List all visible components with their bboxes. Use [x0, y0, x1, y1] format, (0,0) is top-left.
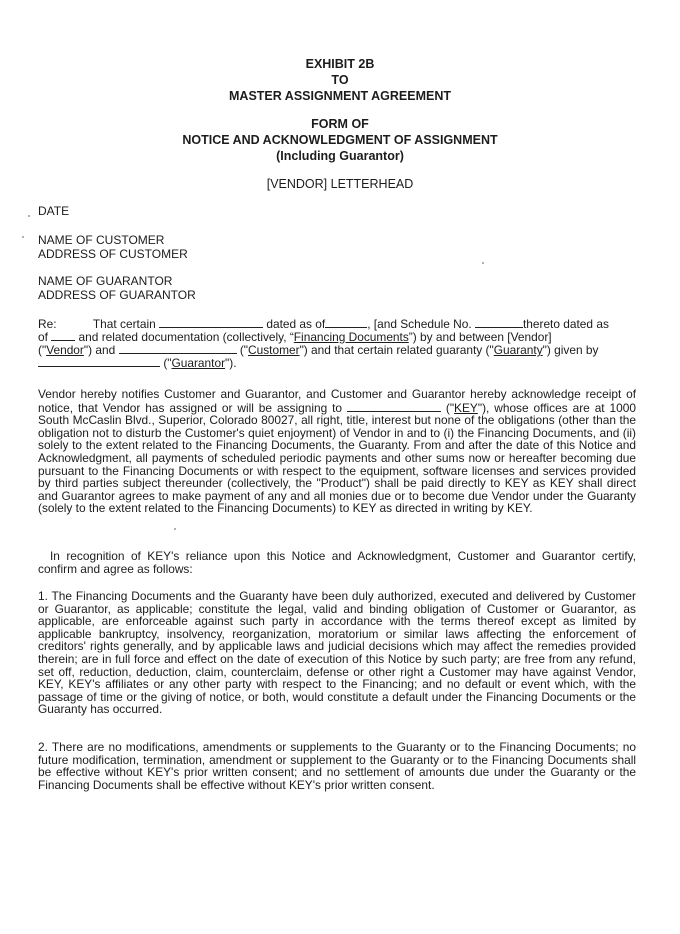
guarantor-address: ADDRESS OF GUARANTOR: [38, 288, 196, 302]
re-text: ") and: [83, 343, 116, 357]
vendor-letterhead: [VENDOR] LETTERHEAD: [266, 177, 414, 191]
recognition-paragraph: In recognition of KEY's reliance upon this Notice and Acknowledgment, Customer and Guarantor certify, confirm and agree as follows:: [38, 549, 636, 576]
customer-term: Customer: [248, 343, 300, 357]
re-text: dated as of: [266, 317, 326, 331]
re-line-3: [38, 343, 636, 357]
re-line-1: [38, 317, 636, 331]
customer-address: ADDRESS OF CUSTOMER: [38, 247, 188, 261]
exhibit-heading: [0, 56, 680, 104]
schedule-number-blank: [475, 317, 523, 328]
vendor-term: Vendor: [46, 343, 84, 357]
re-text: of: [38, 330, 48, 344]
scan-speck: [482, 262, 484, 264]
re-text: ”) by and between [Vendor]: [408, 330, 552, 344]
notice-text: Vendor hereby notifies Customer and Guarantor, and Customer and Guarantor hereby acknowledge receipt of notice, that Vendor has assigned or will be assigning to: [38, 387, 636, 415]
re-text: (": [38, 343, 47, 357]
customer-name: NAME OF CUSTOMER: [38, 233, 165, 247]
re-label: Re:: [38, 317, 57, 331]
guarantor-term: Guarantor: [171, 356, 226, 370]
re-line-2: [38, 330, 636, 344]
re-line-4: [38, 356, 636, 370]
key-term: KEY: [454, 400, 478, 415]
to-label: TO: [331, 73, 349, 87]
financing-documents-term: Financing Documents: [293, 330, 409, 344]
document-type-blank: [159, 317, 263, 328]
guarantor-name: NAME OF GUARANTOR: [38, 274, 173, 288]
scan-speck: [174, 528, 176, 530]
re-text: ") and that certain related guaranty (": [299, 343, 494, 357]
form-heading: [0, 116, 680, 164]
form-of-label: FORM OF: [311, 117, 369, 131]
notice-title: NOTICE AND ACKNOWLEDGMENT OF ASSIGNMENT: [182, 133, 498, 147]
exhibit-label: EXHIBIT 2B: [305, 57, 375, 71]
notice-paragraph: [38, 388, 636, 515]
re-text: ").: [225, 356, 237, 370]
guaranty-term: Guaranty: [493, 343, 543, 357]
agreement-title: MASTER ASSIGNMENT AGREEMENT: [229, 89, 451, 103]
clause-2-paragraph: 2. There are no modifications, amendments or supplements to the Guaranty or to the Financing Documents; no future modification, termination, amendment or supplement to the Guaranty or to the Financing Documents shall be effective without KEY's prior written consent; and no settlement of amounts due under the Guaranty or the Financing Documents shall be effective without KEY's prior written consent.: [38, 740, 636, 792]
re-text: (": [239, 343, 249, 357]
re-text: That certain: [92, 317, 156, 331]
re-text: thereto dated as: [522, 317, 609, 331]
re-text: (": [163, 356, 172, 370]
document-date-blank: [325, 317, 367, 328]
notice-text: "), whose offices are at 1000 South McCaslin Blvd., Superior, Colorado 80027, all right, title, interest but none of the obligations (other than the obligation not to disturb the Customer's quiet enjoyment) of Vendor in and to (i) the Financing Documents, and (ii) solely to the extent related to the Financing Documents, the Guaranty. From and after the date of this Notice and Acknowledgment, all payments of scheduled periodic payments and other sums now or hereafter becoming due pursuant to the Financing Documents or with respect to the equipment, software licenses and services provided by third parties subject thereunder (collectively, the "Product") shall be paid directly to KEY as KEY shall direct and Guarantor agrees to make payment of any and all monies due or to become due Vendor under the Guaranty (solely to the extent related to the Financing Documents) to KEY as directed in writing by KEY.: [38, 400, 636, 516]
scan-speck: [28, 215, 30, 217]
assignee-blank: [347, 401, 441, 412]
guarantor-blank: [38, 356, 160, 367]
re-text: , [and Schedule No.: [367, 317, 472, 331]
customer-blank: [119, 343, 237, 354]
scan-speck: [22, 236, 24, 238]
schedule-date-blank: [51, 330, 75, 341]
notice-text: (": [445, 400, 455, 415]
notice-subtitle: (Including Guarantor): [276, 149, 404, 163]
date-line: DATE: [38, 204, 70, 218]
re-text: and related documentation (collectively, “: [78, 330, 294, 344]
clause-1-paragraph: 1. The Financing Documents and the Guaranty have been duly authorized, executed and delivered by Customer or Guarantor, as applicable; constitute the legal, valid and binding obligation of Customer or Guarantor, as applicable, are enforceable against such party in accordance with the terms thereof except as limited by applicable bankruptcy, insolvency, reorganization, moratorium or similar laws affecting the enforcement of creditors' rights generally, and by applicable laws and judicial decisions which may affect the remedies provided therein; are in full force and effect on the date of execution of this Notice by such party; are free from any refund, set off, reduction, deduction, claim, counterclaim, defense or other right a Customer may have against Vendor, KEY, KEY's affiliates or any other party with respect to the Financing; and no default or event which, with the passage of time or the giving of notice, or both, would constitute a default under the Financing Documents or the Guaranty has occurred.: [38, 589, 636, 717]
re-text: ") given by: [542, 343, 599, 357]
